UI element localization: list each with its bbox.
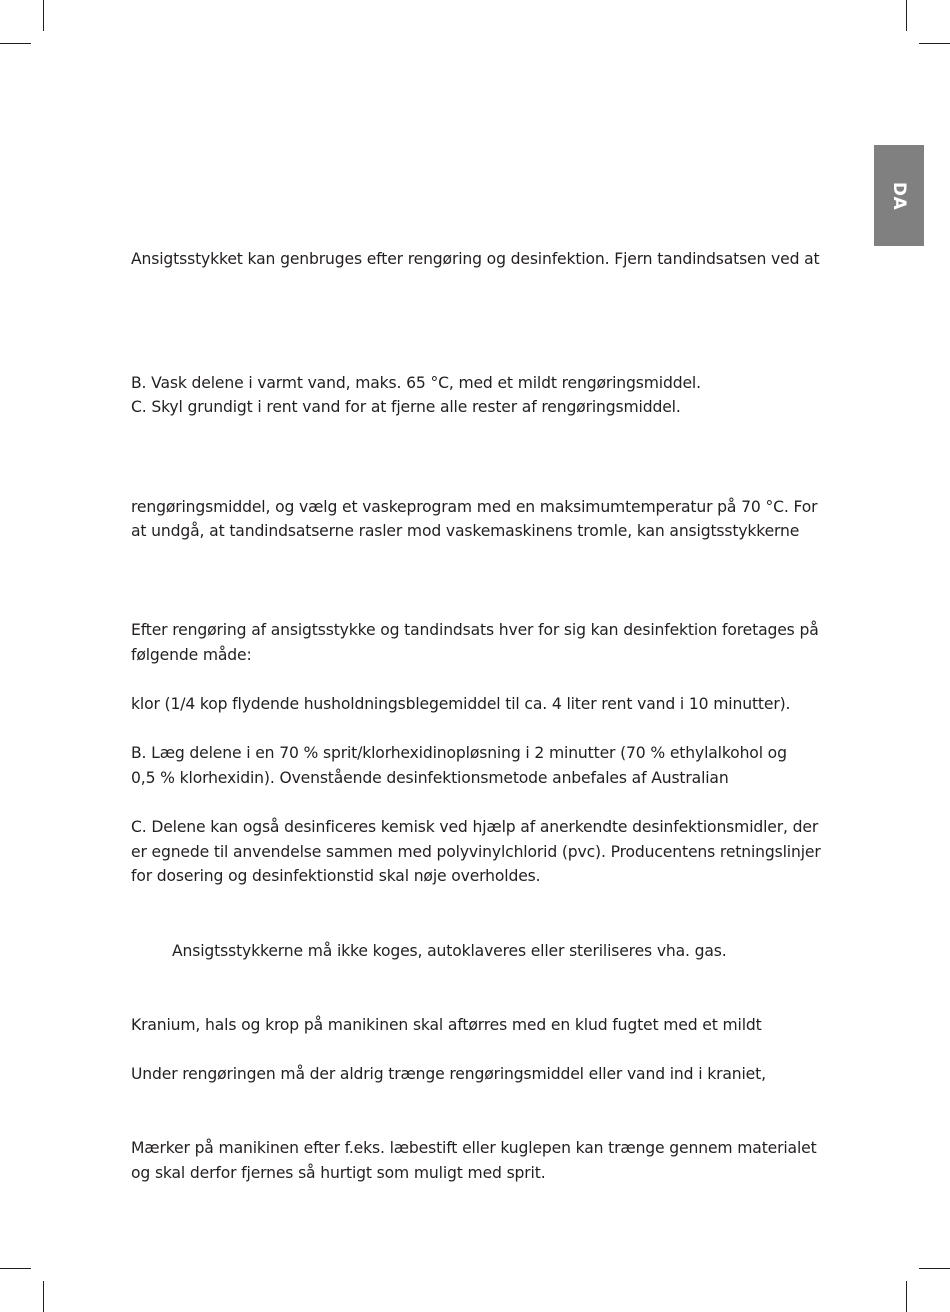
language-tab (874, 145, 924, 246)
language-tab-label: DA (889, 181, 909, 210)
text-line: B. Læg delene i en 70 % sprit/klorhexidinopløsning i 2 minutter (70 % ethylalkohol og (131, 744, 787, 762)
crop-mark-bottom-left-vertical (43, 1281, 44, 1312)
text-line: Under rengøringen må der aldrig trænge rengøringsmiddel eller vand ind i kraniet, (131, 1065, 766, 1083)
text-line: er egnede til anvendelse sammen med polyvinylchlorid (pvc). Producentens retningslinjer (131, 843, 821, 861)
crop-mark-top-left-vertical (43, 0, 44, 31)
crop-mark-top-right-horizontal (919, 43, 950, 44)
text-line: Efter rengøring af ansigtsstykke og tandindsats hver for sig kan desinfektion foretages på (131, 621, 819, 639)
text-line: at undgå, at tandindsatserne rasler mod vaskemaskinens tromle, kan ansigtsstykkerne (131, 522, 800, 540)
text-line: Ansigtsstykkerne må ikke koges, autoklaveres eller steriliseres vha. gas. (172, 942, 727, 960)
text-line: C. Delene kan også desinficeres kemisk ved hjælp af anerkendte desinfektionsmidler, der (131, 818, 819, 836)
text-line: for dosering og desinfektionstid skal nøje overholdes. (131, 867, 541, 885)
crop-mark-bottom-right-horizontal (919, 1268, 950, 1269)
crop-mark-top-left-horizontal (0, 43, 31, 44)
text-line: klor (1/4 kop flydende husholdningsblegemiddel til ca. 4 liter rent vand i 10 minutter). (131, 695, 791, 713)
crop-mark-top-right-vertical (906, 0, 907, 31)
text-line: C. Skyl grundigt i rent vand for at fjerne alle rester af rengøringsmiddel. (131, 398, 681, 416)
crop-mark-bottom-left-horizontal (0, 1268, 31, 1269)
text-line: følgende måde: (131, 646, 252, 664)
crop-mark-bottom-right-vertical (906, 1281, 907, 1312)
text-line: B. Vask delene i varmt vand, maks. 65 °C, med et mildt rengøringsmiddel. (131, 374, 701, 392)
text-line: 0,5 % klorhexidin). Ovenstående desinfektionsmetode anbefales af Australian (131, 769, 729, 787)
text-line: og skal derfor fjernes så hurtigt som muligt med sprit. (131, 1164, 546, 1182)
text-line: Kranium, hals og krop på manikinen skal aftørres med en klud fugtet med et mildt (131, 1016, 762, 1034)
text-line: Mærker på manikinen efter f.eks. læbestift eller kuglepen kan trænge gennem materialet (131, 1139, 817, 1157)
text-line: Ansigtsstykket kan genbruges efter rengøring og desinfektion. Fjern tandindsatsen ved at (131, 250, 820, 268)
text-line: rengøringsmiddel, og vælg et vaskeprogram med en maksimumtemperatur på 70 °C. For (131, 498, 818, 516)
